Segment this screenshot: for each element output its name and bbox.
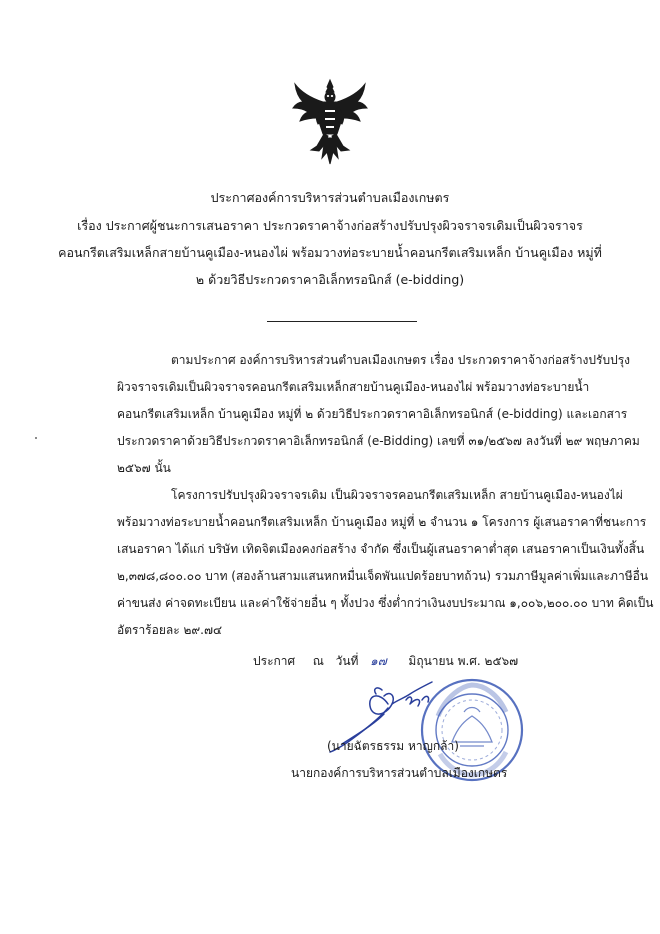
paragraph-1-line: ๒๕๖๗ นั้น <box>117 461 171 475</box>
subject-line-2: คอนกรีตเสริมเหล็กสายบ้านคูเมือง-หนองไผ่ พร้อมวางท่อระบายน้ำคอนกรีตเสริมเหล็ก บ้านคูเมือง หมู่ที่ <box>58 245 602 260</box>
paragraph-1-line: ตามประกาศ องค์การบริหารส่วนตำบลเมืองเกษตร เรื่อง ประกวดราคาจ้างก่อสร้างปรับปรุง <box>171 353 631 367</box>
subject-line-1: เรื่อง ประกาศผู้ชนะการเสนอราคา ประกวดราคาจ้างก่อสร้างปรับปรุงผิวจราจรเดิมเป็นผิวจราจร <box>77 218 583 233</box>
announcement-label: ประกาศ <box>253 654 296 668</box>
paragraph-1-line: ประกวดราคาด้วยวิธีประกวดราคาอิเล็กทรอนิกส์ (e-Bidding) เลขที่ ๓๑/๒๕๖๗ ลงวันที่ ๒๙ พฤษภาคม <box>117 434 640 448</box>
announcement-at: ณ <box>312 654 324 668</box>
paragraph-2-line: เสนอราคา ได้แก่ บริษัท เทิดจิตเมืองคงก่อสร้าง จำกัด ซึ่งเป็นผู้เสนอราคาต่ำสุด เสนอราคาเป็นเงินทั้งสิ้น <box>117 542 645 556</box>
paragraph-2-line: ค่าขนส่ง ค่าจดทะเบียน และค่าใช้จ่ายอื่น ๆ ทั้งปวง ซึ่งต่ำกว่าเงินงบประมาณ ๑,๐๐๖,๒๐๐.๐๐ บาท คิดเป็น <box>117 596 654 610</box>
paragraph-1-line: ผิวจราจรเดิมเป็นผิวจราจรคอนกรีตเสริมเหล็กสายบ้านคูเมือง-หนองไผ่ พร้อมวางท่อระบายน้ำ <box>117 380 590 394</box>
garuda-emblem <box>289 78 371 166</box>
org-heading: ประกาศองค์การบริหารส่วนตำบลเมืองเกษตร <box>210 190 450 205</box>
paragraph-2-line: อัตราร้อยละ ๒๙.๗๔ <box>117 623 223 637</box>
paragraph-2-line: ๒,๓๗๘,๘๐๐.๐๐ บาท (สองล้านสามแสนหกหมื่นเจ็ดพันแปดร้อยบาทถ้วน) รวมภาษีมูลค่าเพิ่มและภาษีอื่น <box>117 569 649 583</box>
signatory-name: (นายฉัตรธรรม หาญกล้า) <box>327 739 459 753</box>
announcement-month-year: มิถุนายน พ.ศ. ๒๕๖๗ <box>408 654 519 668</box>
announcement-date-word: วันที่ <box>335 654 359 668</box>
paragraph-2-line: พร้อมวางท่อระบายน้ำคอนกรีตเสริมเหล็ก บ้านคูเมือง หมู่ที่ ๒ จำนวน ๑ โครงการ ผู้เสนอราคาที่ชนะการ <box>117 515 647 529</box>
header-divider <box>267 321 417 322</box>
paragraph-2-line: โครงการปรับปรุงผิวจราจรเดิม เป็นผิวจราจรคอนกรีตเสริมเหล็ก สายบ้านคูเมือง-หนองไผ่ <box>171 488 623 502</box>
paragraph-1-line: คอนกรีตเสริมเหล็ก บ้านคูเมือง หมู่ที่ ๒ ด้วยวิธีประกวดราคาอิเล็กทรอนิกส์ (e-bidding) และเอกสาร <box>117 407 628 421</box>
scan-speck <box>35 437 37 439</box>
signatory-title: นายกองค์การบริหารส่วนตำบลเมืองเกษตร <box>291 766 508 780</box>
subject-line-3: ๒ ด้วยวิธีประกวดราคาอิเล็กทรอนิกส์ (e-bidding) <box>195 272 465 287</box>
announcement-day: ๑๗ <box>370 654 387 668</box>
